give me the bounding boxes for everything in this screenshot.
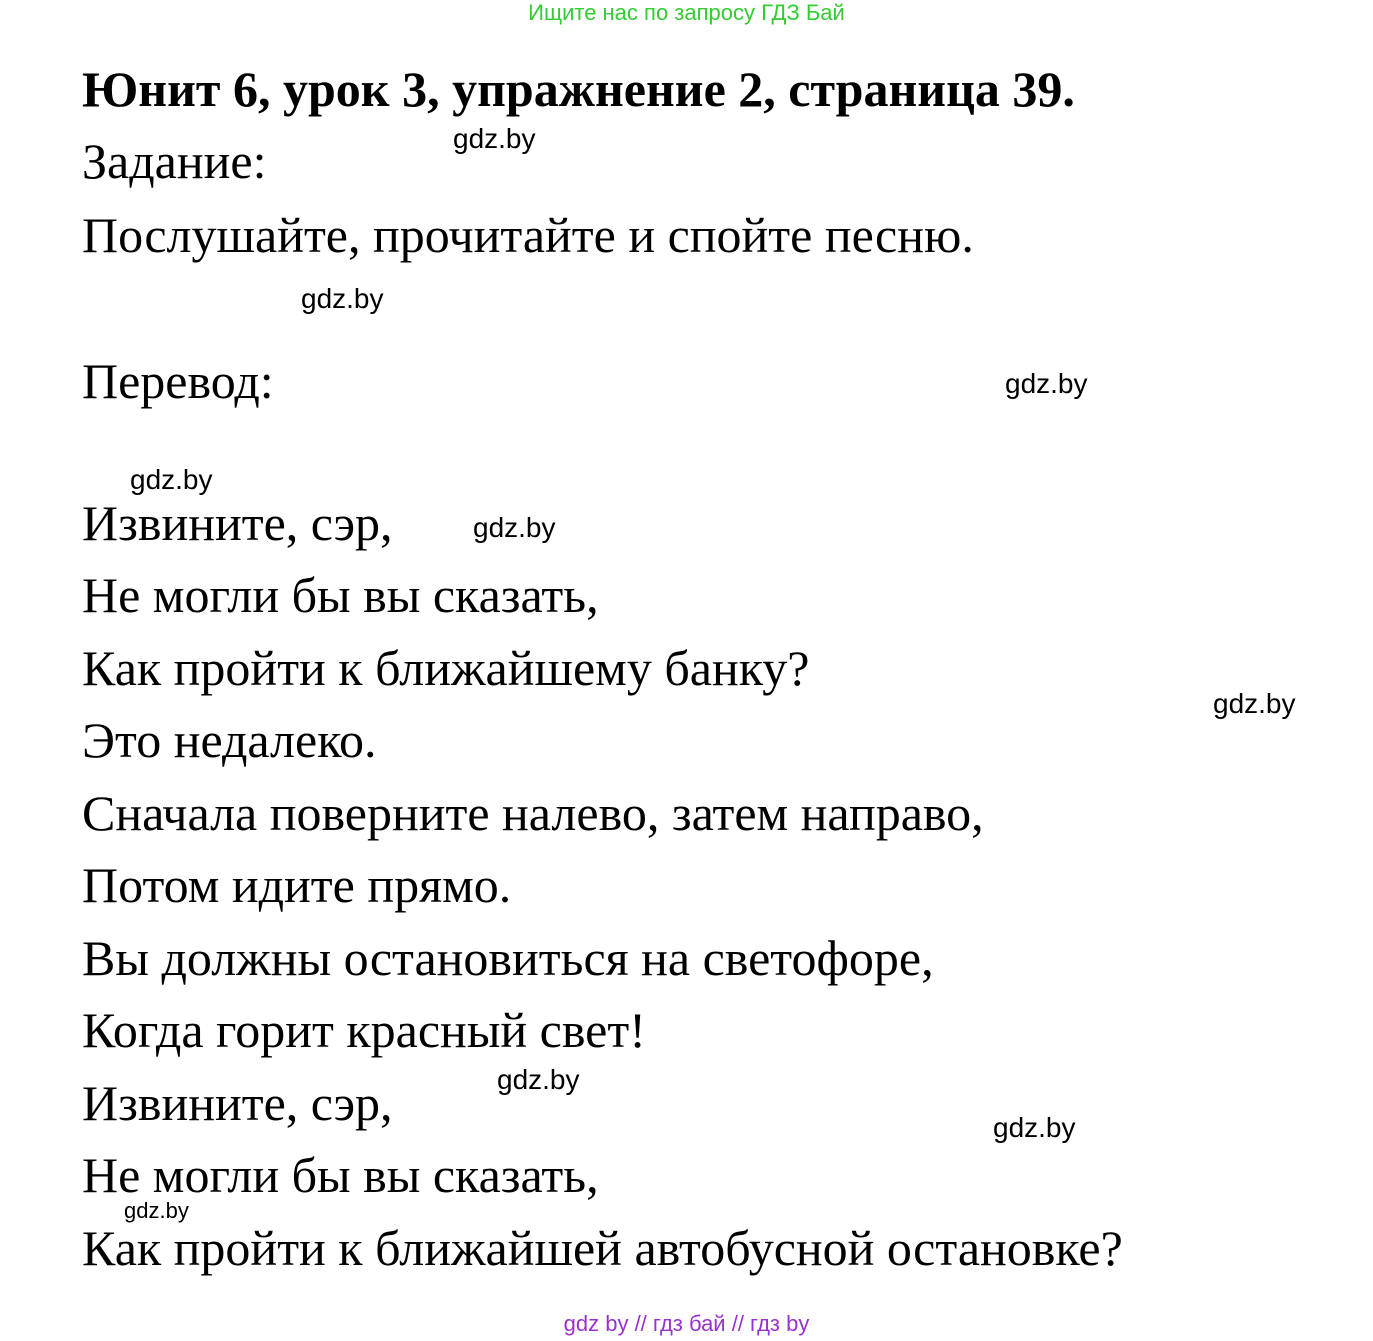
watermark: gdz.by — [453, 123, 536, 154]
watermark: gdz.by — [1213, 688, 1296, 719]
translation-line-4: Это недалеко. — [82, 712, 377, 768]
watermark: gdz.by — [124, 1198, 189, 1223]
translation-line-9: Извините, сэр, — [82, 1075, 393, 1131]
footer-text: gdz by // гдз бай // гдз by — [563, 1311, 810, 1336]
watermark: gdz.by — [301, 283, 384, 314]
translation-line-8: Когда горит красный свет! — [82, 1002, 646, 1058]
watermark: gdz.by — [130, 464, 213, 495]
translation-line-2: Не могли бы вы сказать, — [82, 567, 599, 623]
task-label: Задание: — [82, 133, 267, 189]
translation-label: Перевод: — [82, 353, 274, 409]
translation-line-11: Как пройти к ближайшей автобусной остановке? — [82, 1220, 1123, 1276]
watermark: gdz.by — [1005, 368, 1088, 399]
translation-line-5: Сначала поверните налево, затем направо, — [82, 785, 984, 841]
translation-line-7: Вы должны остановиться на светофоре, — [82, 930, 934, 986]
translation-line-10: Не могли бы вы сказать, — [82, 1147, 599, 1203]
translation-line-6: Потом идите прямо. — [82, 857, 512, 913]
watermark: gdz.by — [473, 512, 556, 543]
page-title: Юнит 6, урок 3, упражнение 2, страница 39. — [82, 61, 1075, 117]
translation-line-3: Как пройти к ближайшему банку? — [82, 640, 810, 696]
top-banner: Ищите нас по запросу ГДЗ Бай — [528, 0, 845, 25]
task-text: Послушайте, прочитайте и спойте песню. — [82, 207, 974, 263]
translation-line-1: Извините, сэр, — [82, 495, 393, 551]
watermark: gdz.by — [993, 1112, 1076, 1143]
watermark: gdz.by — [497, 1064, 580, 1095]
